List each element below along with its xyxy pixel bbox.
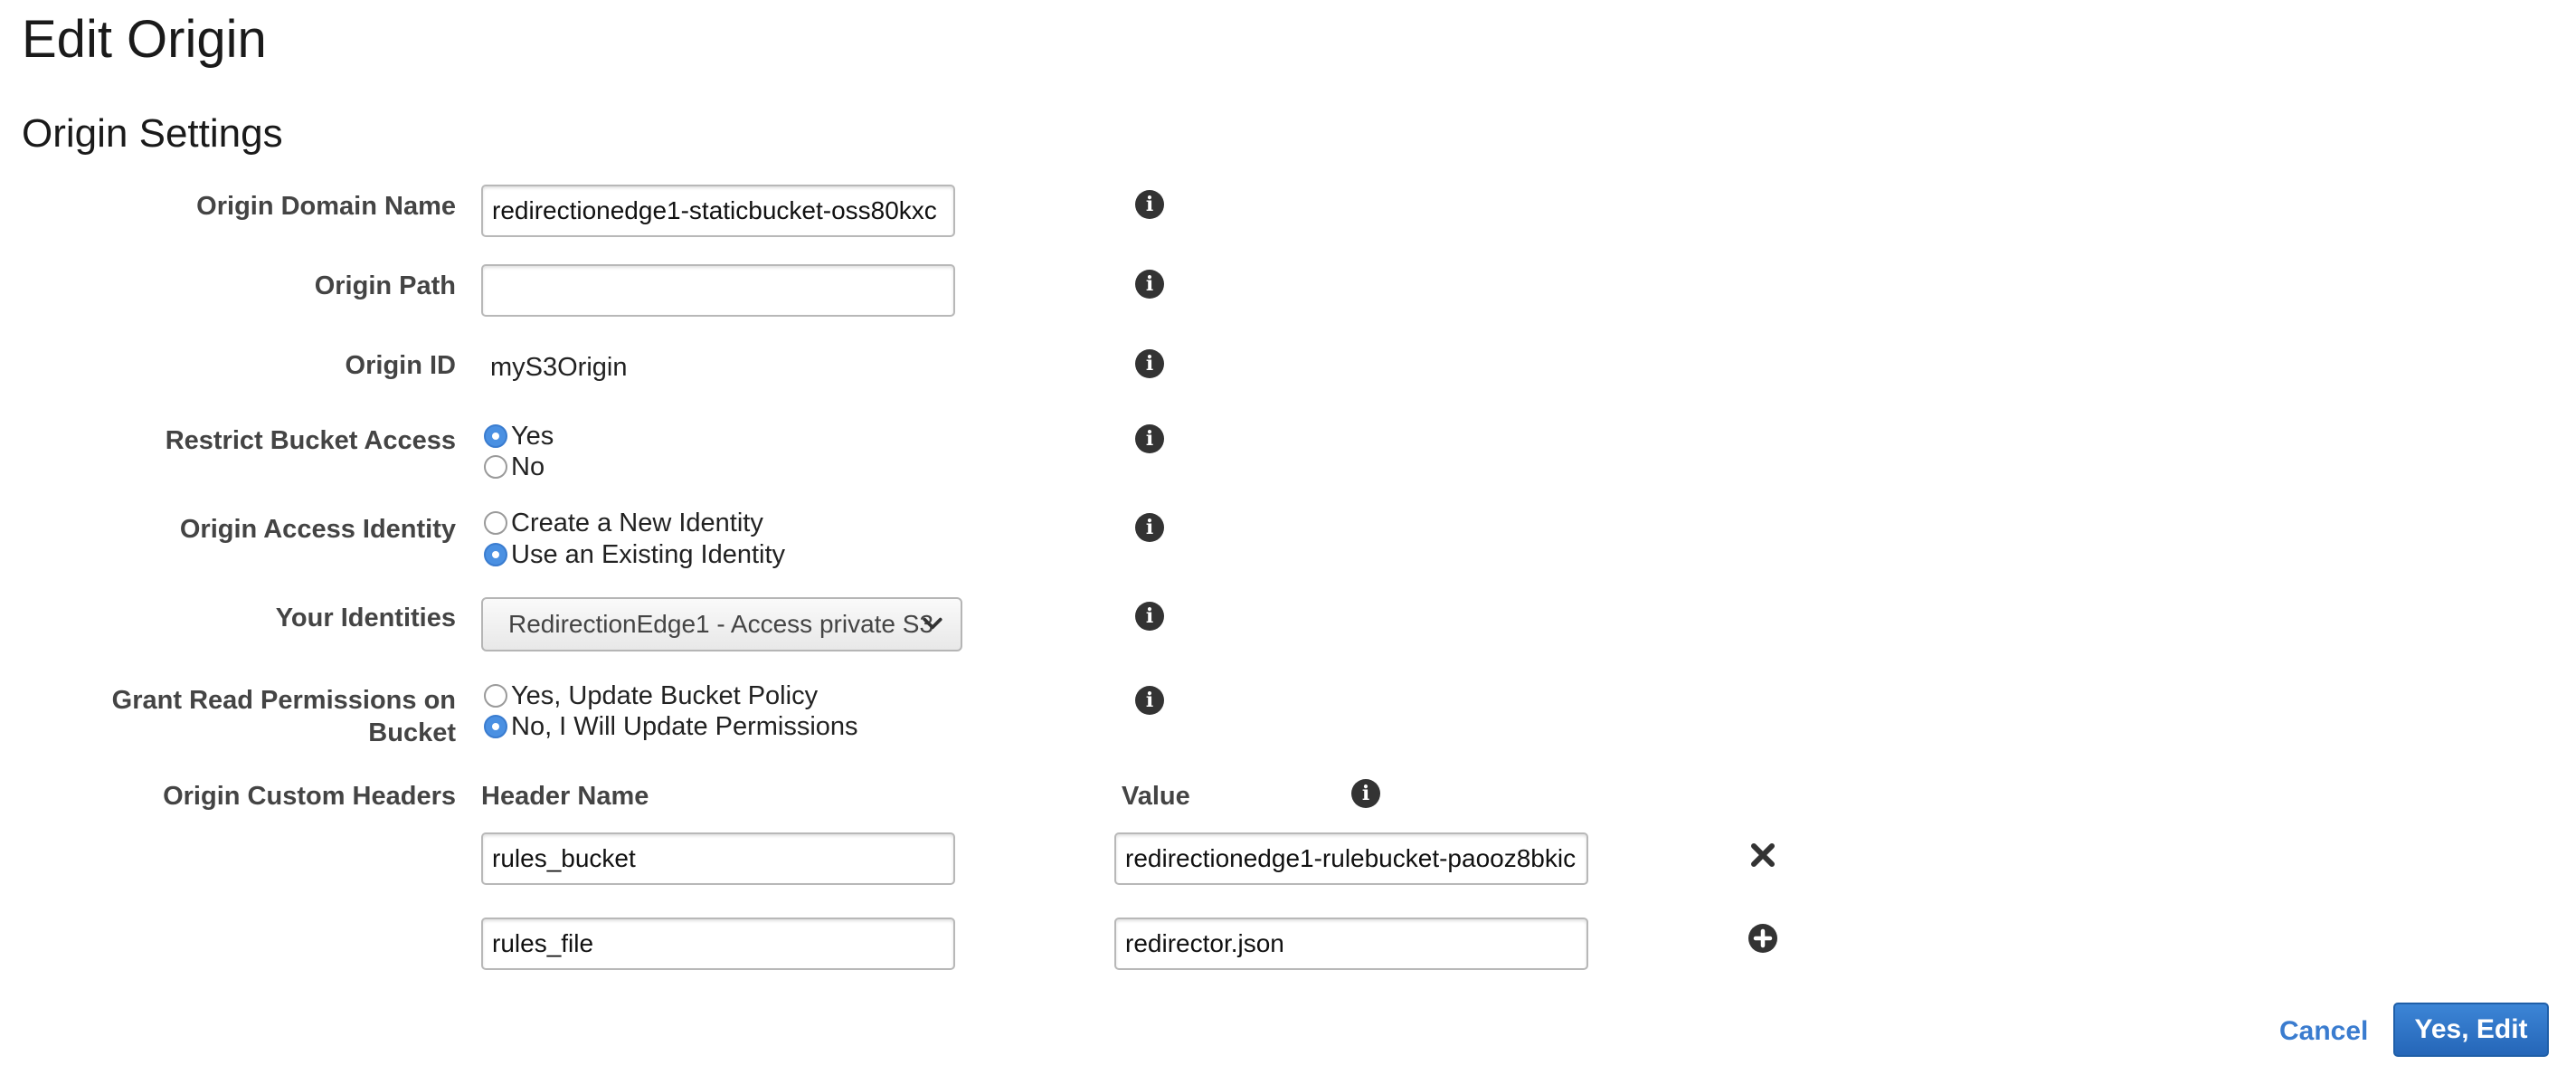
origin-access-identity-label: Origin Access Identity — [179, 515, 456, 544]
radio-button[interactable] — [484, 684, 507, 708]
radio-label: No — [511, 452, 545, 481]
header-name-input[interactable] — [481, 918, 955, 970]
radio-label: Create a New Identity — [511, 509, 763, 537]
header-value-input[interactable] — [1114, 832, 1588, 885]
radio-button[interactable] — [484, 543, 507, 566]
grant-read-permissions-label-line1: Grant Read Permissions on — [111, 686, 456, 715]
origin-domain-name-input[interactable] — [481, 185, 955, 237]
info-icon[interactable]: i — [1135, 602, 1164, 631]
select-value: RedirectionEdge1 - Access private S3 — [508, 610, 934, 638]
radio-label: No, I Will Update Permissions — [511, 712, 858, 741]
create-new-identity-option[interactable] — [484, 508, 763, 538]
page-title: Edit Origin — [22, 10, 267, 69]
origin-id-label: Origin ID — [345, 351, 456, 380]
value-column-heading: Value — [1122, 782, 1190, 811]
info-icon[interactable]: i — [1135, 686, 1164, 715]
use-existing-identity-option[interactable] — [484, 539, 785, 570]
grant-read-permissions-label-line2: Bucket — [368, 718, 456, 747]
your-identities-select[interactable] — [481, 597, 962, 651]
your-identities-label: Your Identities — [275, 604, 456, 632]
radio-label: Yes, Update Bucket Policy — [511, 681, 819, 710]
origin-path-label: Origin Path — [314, 271, 456, 300]
close-icon[interactable] — [1749, 842, 1776, 869]
section-title: Origin Settings — [22, 111, 283, 156]
plus-circle-icon[interactable] — [1748, 924, 1777, 953]
origin-custom-headers-label: Origin Custom Headers — [163, 782, 456, 811]
radio-label: Use an Existing Identity — [511, 540, 786, 569]
radio-label: Yes — [511, 422, 554, 451]
header-name-column-heading: Header Name — [481, 782, 649, 811]
update-bucket-policy-option[interactable] — [484, 680, 818, 711]
info-icon[interactable]: i — [1135, 349, 1164, 378]
origin-domain-name-label: Origin Domain Name — [196, 192, 456, 221]
restrict-bucket-access-yes-option[interactable] — [484, 421, 554, 452]
cancel-button[interactable]: Cancel — [2279, 1016, 2369, 1046]
info-icon[interactable]: i — [1135, 513, 1164, 542]
restrict-bucket-access-label: Restrict Bucket Access — [165, 426, 456, 455]
radio-button[interactable] — [484, 511, 507, 535]
grant-read-permissions-label — [112, 684, 456, 749]
restrict-bucket-access-no-option[interactable] — [484, 452, 545, 482]
chevron-down-icon — [921, 612, 944, 635]
radio-button[interactable] — [484, 715, 507, 738]
origin-id-value: myS3Origin — [490, 353, 628, 382]
origin-path-input[interactable] — [481, 264, 955, 317]
radio-button[interactable] — [484, 424, 507, 448]
header-name-input[interactable] — [481, 832, 955, 885]
yes-edit-button[interactable]: Yes, Edit — [2393, 1003, 2549, 1057]
info-icon[interactable]: i — [1351, 779, 1380, 808]
header-value-input[interactable] — [1114, 918, 1588, 970]
info-icon[interactable]: i — [1135, 190, 1164, 219]
info-icon[interactable]: i — [1135, 424, 1164, 453]
info-icon[interactable]: i — [1135, 270, 1164, 299]
update-permissions-manually-option[interactable] — [484, 711, 858, 742]
radio-button[interactable] — [484, 455, 507, 479]
